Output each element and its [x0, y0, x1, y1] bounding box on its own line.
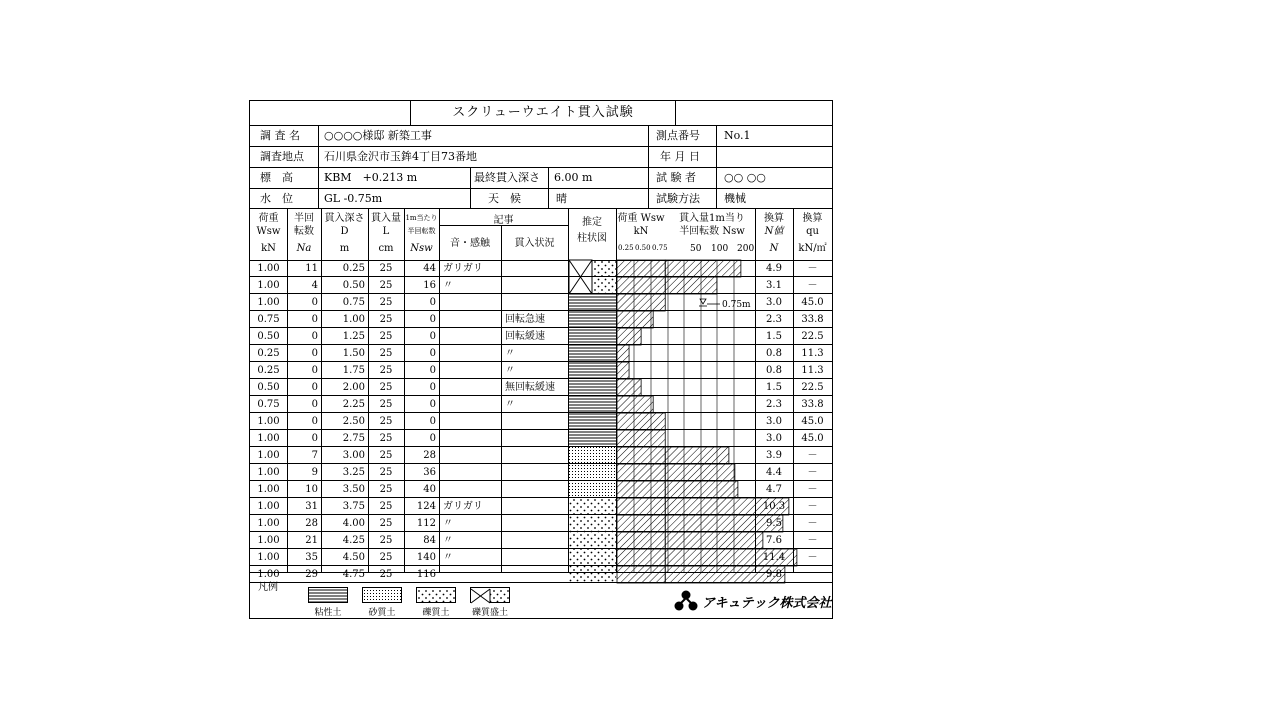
column-header-2: 柱状図: [577, 233, 607, 244]
cell-qu: －: [807, 518, 818, 529]
data-rows: [250, 260, 832, 580]
nsw-header-3: Nsw: [410, 243, 433, 254]
cell-nsw: 0: [429, 433, 436, 444]
chart-load-header-1: 荷重 Wsw: [617, 213, 665, 224]
cell-d: 3.50: [342, 484, 365, 495]
cell-na: 0: [311, 314, 318, 325]
cell-d: 4.00: [342, 518, 365, 529]
cell-nsw: 84: [423, 535, 436, 546]
cell-l: 25: [379, 297, 393, 308]
cell-wsw: 1.00: [257, 467, 280, 478]
cell-na: 21: [305, 535, 318, 546]
legend-swatch-fill: [470, 587, 510, 603]
cell-d: 1.50: [342, 348, 365, 359]
cell-qu: 22.5: [801, 331, 824, 342]
cell-sound: 〃: [443, 535, 453, 546]
cell-nsw: 16: [423, 280, 436, 291]
cell-N: 4.4: [766, 467, 782, 478]
cell-qu: －: [807, 484, 818, 495]
cell-na: 0: [311, 348, 318, 359]
cell-nsw: 0: [429, 382, 436, 393]
wsw-header-2: Wsw: [256, 226, 281, 237]
cell-wsw: 1.00: [257, 535, 280, 546]
cell-status: 無回転緩速: [505, 382, 555, 393]
na-header-1: 半回: [294, 213, 314, 224]
cell-wsw: 1.00: [257, 263, 280, 274]
cell-wsw: 0.25: [257, 365, 280, 376]
cell-l: 25: [379, 399, 393, 410]
chart-nsw-header-2: 半回転数 Nsw: [679, 226, 745, 237]
legend-label: 粘性土: [314, 608, 342, 618]
cell-N: 4.7: [766, 484, 782, 495]
elevation-label: 標 高: [260, 171, 293, 184]
cell-N: 0.8: [766, 365, 782, 376]
cell-wsw: 1.00: [257, 484, 280, 495]
cell-qu: －: [807, 263, 818, 274]
cell-na: 0: [311, 382, 318, 393]
qu-header-3: kN/㎡: [798, 243, 827, 254]
cell-N: 3.0: [766, 416, 782, 427]
cell-qu: 22.5: [801, 382, 824, 393]
cell-nsw: 0: [429, 399, 436, 410]
cell-qu: 33.8: [801, 314, 824, 325]
cell-N: 3.0: [766, 297, 782, 308]
cell-wsw: 1.00: [257, 501, 280, 512]
cell-N: 4.9: [766, 263, 782, 274]
nsw-tick-50: 50: [690, 244, 702, 254]
cell-d: 4.25: [342, 535, 365, 546]
l-header-2: L: [382, 226, 390, 237]
cell-N: 2.3: [766, 399, 782, 410]
cell-wsw: 1.00: [257, 552, 280, 563]
survey-name-label: 調 査 名: [260, 129, 300, 142]
cell-wsw: 1.00: [257, 297, 280, 308]
cell-nsw: 0: [429, 314, 436, 325]
company-logo: [674, 590, 698, 616]
legend-swatch-gravel: [416, 587, 456, 603]
n-header-3: N: [769, 243, 779, 254]
cell-l: 25: [379, 552, 393, 563]
cell-N: 9.5: [766, 518, 782, 529]
tester: ○○ ○○: [724, 171, 766, 184]
table-row: [250, 498, 832, 515]
cell-wsw: 0.25: [257, 348, 280, 359]
table-row: [250, 311, 832, 328]
cell-l: 25: [379, 535, 393, 546]
cell-d: 4.50: [342, 552, 365, 563]
cell-na: 28: [305, 518, 318, 529]
cell-na: 10: [305, 484, 318, 495]
cell-l: 25: [379, 433, 393, 444]
cell-d: 3.75: [342, 501, 365, 512]
table-row: [250, 430, 832, 447]
elevation: KBM +0.213 m: [324, 171, 418, 184]
cell-nsw: 140: [416, 552, 436, 563]
cell-nsw: 28: [423, 450, 436, 461]
cell-sound: ガリガリ: [443, 263, 483, 274]
cell-l: 25: [379, 365, 393, 376]
cell-na: 35: [305, 552, 318, 563]
cell-d: 0.75: [342, 297, 365, 308]
cell-na: 7: [311, 450, 318, 461]
cell-wsw: 0.50: [257, 382, 280, 393]
cell-qu: －: [807, 450, 818, 461]
cell-status: 〃: [505, 399, 515, 410]
cell-qu: 11.3: [801, 365, 824, 376]
cell-status: 回転急速: [505, 314, 545, 325]
weather: 晴: [556, 192, 567, 205]
cell-nsw: 112: [416, 518, 436, 529]
cell-nsw: 36: [423, 467, 436, 478]
cell-wsw: 1.00: [257, 569, 280, 580]
cell-sound: 〃: [443, 552, 453, 563]
cell-na: 9: [311, 467, 318, 478]
cell-N: 7.6: [766, 535, 782, 546]
cell-wsw: 1.00: [257, 416, 280, 427]
load-tick-025: 0.25: [618, 244, 634, 252]
cell-status: 〃: [505, 365, 515, 376]
cell-qu: －: [807, 280, 818, 291]
table-row: [250, 260, 832, 277]
cell-wsw: 0.75: [257, 399, 280, 410]
date-label: 年 月 日: [660, 150, 700, 163]
point-no: No.1: [724, 129, 751, 142]
cell-l: 25: [379, 263, 393, 274]
cell-na: 4: [311, 280, 318, 291]
cell-qu: －: [807, 501, 818, 512]
na-header-2: 転数: [294, 226, 314, 237]
status-header: 貫入状況: [514, 238, 555, 249]
cell-nsw: 0: [429, 416, 436, 427]
water-level: GL -0.75m: [324, 192, 383, 205]
cell-d: 4.75: [342, 569, 365, 580]
nsw-tick-100: 100: [711, 244, 729, 254]
cell-d: 2.50: [342, 416, 365, 427]
table-row: [250, 277, 832, 294]
water-level-label: 0.75m: [722, 300, 751, 310]
cell-na: 0: [311, 297, 318, 308]
qu-header-1: 換算: [802, 213, 823, 224]
cell-d: 0.50: [342, 280, 365, 291]
nsw-tick-200: 200: [737, 244, 755, 254]
tester-label: 試 験 者: [656, 171, 696, 184]
na-header-3: Na: [296, 243, 312, 254]
cell-N: 3.1: [766, 280, 782, 291]
cell-d: 2.25: [342, 399, 365, 410]
chart-load-header-2: kN: [633, 226, 649, 237]
cell-qu: 33.8: [801, 399, 824, 410]
cell-status: 回転緩速: [505, 331, 545, 342]
max-depth-label: 最終貫入深さ: [474, 171, 540, 184]
cell-na: 11: [305, 263, 318, 274]
water-level-label: 水 位: [260, 192, 293, 205]
table-row: [250, 328, 832, 345]
cell-na: 0: [311, 433, 318, 444]
table-row: [250, 294, 832, 311]
cell-N: 3.9: [766, 450, 782, 461]
load-tick-050: 0.50: [635, 244, 651, 252]
cell-qu: 45.0: [801, 297, 824, 308]
cell-d: 3.25: [342, 467, 365, 478]
cell-wsw: 0.75: [257, 314, 280, 325]
cell-na: 0: [311, 416, 318, 427]
qu-header-2: qu: [806, 226, 819, 237]
cell-d: 0.25: [342, 263, 365, 274]
cell-na: 29: [305, 569, 318, 580]
cell-nsw: 0: [429, 348, 436, 359]
cell-na: 0: [311, 399, 318, 410]
cell-qu: －: [807, 535, 818, 546]
cell-l: 25: [379, 450, 393, 461]
method: 機械: [724, 192, 746, 205]
table-row: [250, 532, 832, 549]
cell-l: 25: [379, 467, 393, 478]
cell-N: 9.8: [766, 569, 782, 580]
legend-label: 砂質土: [368, 608, 396, 618]
depth-header-3: m: [339, 243, 350, 254]
cell-status: 〃: [505, 348, 515, 359]
cell-nsw: 40: [423, 484, 436, 495]
cell-qu: －: [807, 467, 818, 478]
table-row: [250, 447, 832, 464]
cell-l: 25: [379, 314, 393, 325]
cell-wsw: 1.00: [257, 433, 280, 444]
cell-d: 2.75: [342, 433, 365, 444]
cell-wsw: 0.50: [257, 331, 280, 342]
point-no-label: 測点番号: [656, 129, 700, 142]
cell-sound: 〃: [443, 518, 453, 529]
cell-sound: ガリガリ: [443, 501, 483, 512]
cell-l: 25: [379, 382, 393, 393]
cell-nsw: 124: [416, 501, 436, 512]
cell-d: 1.75: [342, 365, 365, 376]
max-depth: 6.00 m: [554, 171, 593, 184]
table-row: [250, 515, 832, 532]
cell-nsw: 0: [429, 331, 436, 342]
table-row: [250, 379, 832, 396]
cell-l: 25: [379, 518, 393, 529]
legend-title: 凡例: [258, 582, 278, 593]
column-header-1: 推定: [582, 217, 602, 228]
cell-na: 31: [305, 501, 318, 512]
nsw-header-1: 1m当たり: [405, 214, 438, 222]
survey-name: ○○○○様邸 新築工事: [324, 129, 432, 142]
cell-qu: 11.3: [801, 348, 824, 359]
cell-N: 1.5: [766, 382, 782, 393]
cell-na: 0: [311, 365, 318, 376]
table-row: [250, 481, 832, 498]
weather-label: 天 候: [488, 192, 521, 205]
cell-l: 25: [379, 416, 393, 427]
legend-swatch-clay: [308, 587, 348, 603]
cell-wsw: 1.00: [257, 450, 280, 461]
cell-wsw: 1.00: [257, 280, 280, 291]
sound-header: 音・感触: [450, 238, 490, 249]
cell-qu: 45.0: [801, 433, 824, 444]
table-row: [250, 345, 832, 362]
wsw-header-1: 荷重: [258, 213, 279, 224]
location-label: 調査地点: [260, 150, 304, 163]
wsw-header-3: kN: [261, 243, 276, 254]
legend: [250, 574, 832, 618]
cell-l: 25: [379, 331, 393, 342]
legend-label: 礫質土: [422, 608, 450, 618]
cell-l: 25: [379, 501, 393, 512]
cell-l: 25: [379, 280, 393, 291]
cell-N: 11.4: [762, 552, 786, 563]
depth-header-2: D: [340, 226, 349, 237]
table-row: [250, 413, 832, 430]
nsw-header-2: 半回転数: [407, 227, 436, 235]
cell-l: 25: [379, 569, 393, 580]
cell-wsw: 1.00: [257, 518, 280, 529]
n-header-1: 換算: [764, 213, 784, 224]
cell-d: 2.00: [342, 382, 365, 393]
company-name: アキュテック株式会社: [702, 596, 832, 611]
document-title: スクリューウエイト貫入試験: [452, 105, 634, 120]
cell-na: 0: [311, 331, 318, 342]
table-row: [250, 396, 832, 413]
load-tick-075: 0.75: [652, 244, 668, 252]
cell-nsw: 0: [429, 365, 436, 376]
cell-d: 3.00: [342, 450, 365, 461]
cell-l: 25: [379, 348, 393, 359]
legend-label: 礫質盛土: [471, 608, 508, 618]
cell-l: 25: [379, 484, 393, 495]
cell-N: 0.8: [766, 348, 782, 359]
table-row: [250, 464, 832, 481]
l-header-1: 貫入量: [371, 213, 401, 224]
depth-header-1: 貫入深さ: [324, 213, 365, 224]
legend-swatch-sand: [362, 587, 402, 603]
location: 石川県金沢市玉鉾4丁目73番地: [324, 150, 477, 163]
swedish-sounding-test-sheet: [249, 100, 833, 619]
table-row: [250, 549, 832, 566]
method-label: 試験方法: [656, 192, 700, 205]
l-header-3: cm: [378, 243, 394, 254]
notes-header: 記事: [493, 215, 514, 226]
cell-nsw: 116: [416, 569, 436, 580]
company-logo-icon: [674, 590, 698, 612]
cell-nsw: 44: [423, 263, 436, 274]
n-header-2: N値: [764, 226, 784, 237]
cell-qu: －: [807, 552, 818, 563]
cell-qu: 45.0: [801, 416, 824, 427]
cell-d: 1.25: [342, 331, 365, 342]
table-row: [250, 362, 832, 379]
cell-N: 10.3: [762, 501, 786, 512]
cell-N: 3.0: [766, 433, 782, 444]
cell-nsw: 0: [429, 297, 436, 308]
cell-sound: 〃: [443, 280, 453, 291]
cell-N: 2.3: [766, 314, 782, 325]
cell-N: 1.5: [766, 331, 782, 342]
chart-nsw-header-1: 貫入量1m当り: [679, 213, 745, 224]
cell-d: 1.00: [342, 314, 365, 325]
